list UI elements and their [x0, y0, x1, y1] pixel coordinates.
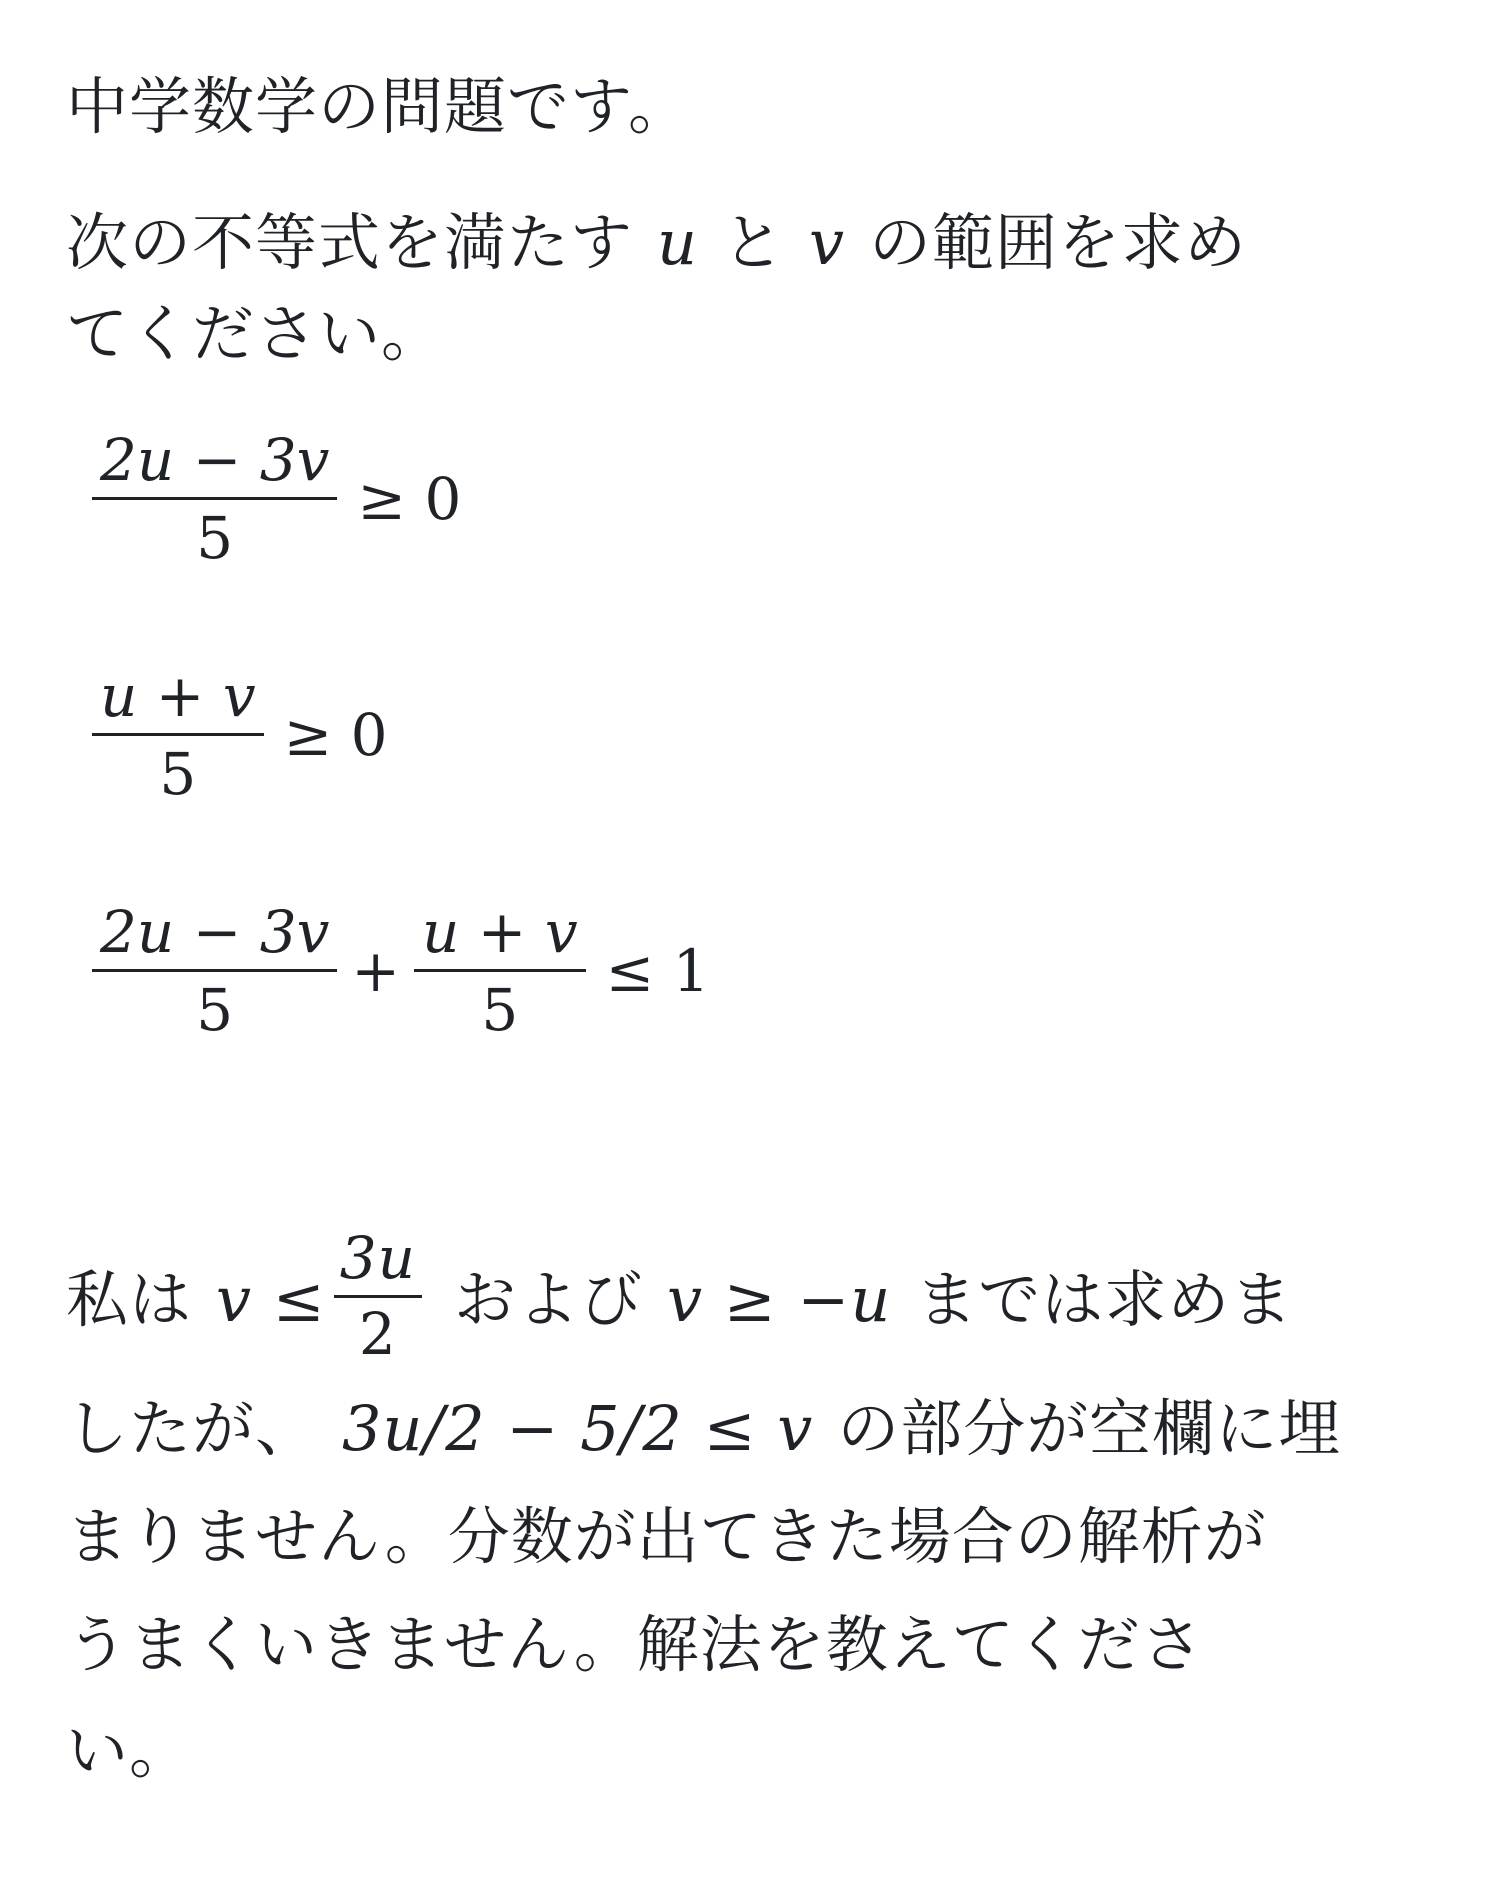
denominator: 5: [481, 975, 519, 1044]
question-text-end: の範囲を求め: [869, 206, 1248, 279]
fraction: [92, 662, 264, 808]
denominator: 2: [358, 1299, 397, 1368]
attempt-text: したが、: [66, 1392, 319, 1465]
attempt-text: までは求めま: [915, 1263, 1294, 1337]
relation: ≥ 0: [283, 701, 388, 770]
denominator: 5: [196, 975, 234, 1044]
variable-v: v: [808, 206, 845, 279]
question-conjunction: と: [721, 206, 785, 279]
attempt-text: 私は: [66, 1263, 193, 1337]
inline-math: v ≥ −u: [666, 1263, 892, 1337]
question-line-2: てください。: [66, 297, 445, 370]
fraction: [92, 426, 337, 572]
attempt-text: の部分が空欄に埋: [837, 1392, 1342, 1465]
attempt-line-4: うまくいきません。解法を教えてくださ: [66, 1608, 1204, 1681]
intro-text: 中学数学の問題です。: [66, 70, 692, 143]
attempt-line-2: [66, 1392, 1342, 1465]
numerator: u + v: [100, 662, 256, 730]
attempt-line-3: まりません。分数が出てきた場合の解析が: [66, 1500, 1267, 1573]
numerator: u + v: [422, 898, 578, 966]
inline-math: v ≤: [216, 1263, 326, 1337]
relation: ≥ 0: [357, 465, 462, 534]
numerator: 3u: [339, 1224, 416, 1292]
fraction-1: [92, 898, 337, 1044]
question-line-1: [66, 206, 1248, 279]
variable-u: u: [657, 206, 698, 279]
fraction-2: [414, 898, 586, 1044]
denominator: 5: [159, 739, 197, 808]
plus-sign: +: [351, 937, 401, 1006]
inequality-2: [86, 662, 402, 808]
relation: ≤ 1: [605, 937, 710, 1006]
attempt-line-1: [66, 1224, 1294, 1369]
denominator: 5: [196, 503, 234, 572]
inequality-3: [86, 898, 724, 1044]
numerator: 2u − 3v: [100, 426, 330, 494]
attempt-line-5: い。: [66, 1714, 193, 1787]
numerator: 2u − 3v: [100, 898, 330, 966]
attempt-conjunction: および: [453, 1263, 643, 1337]
inline-fraction: [334, 1224, 422, 1368]
inequality-1: [86, 426, 475, 572]
inline-math: 3u/2 − 5/2 ≤ v: [342, 1392, 814, 1465]
question-text: 次の不等式を満たす: [66, 206, 634, 279]
